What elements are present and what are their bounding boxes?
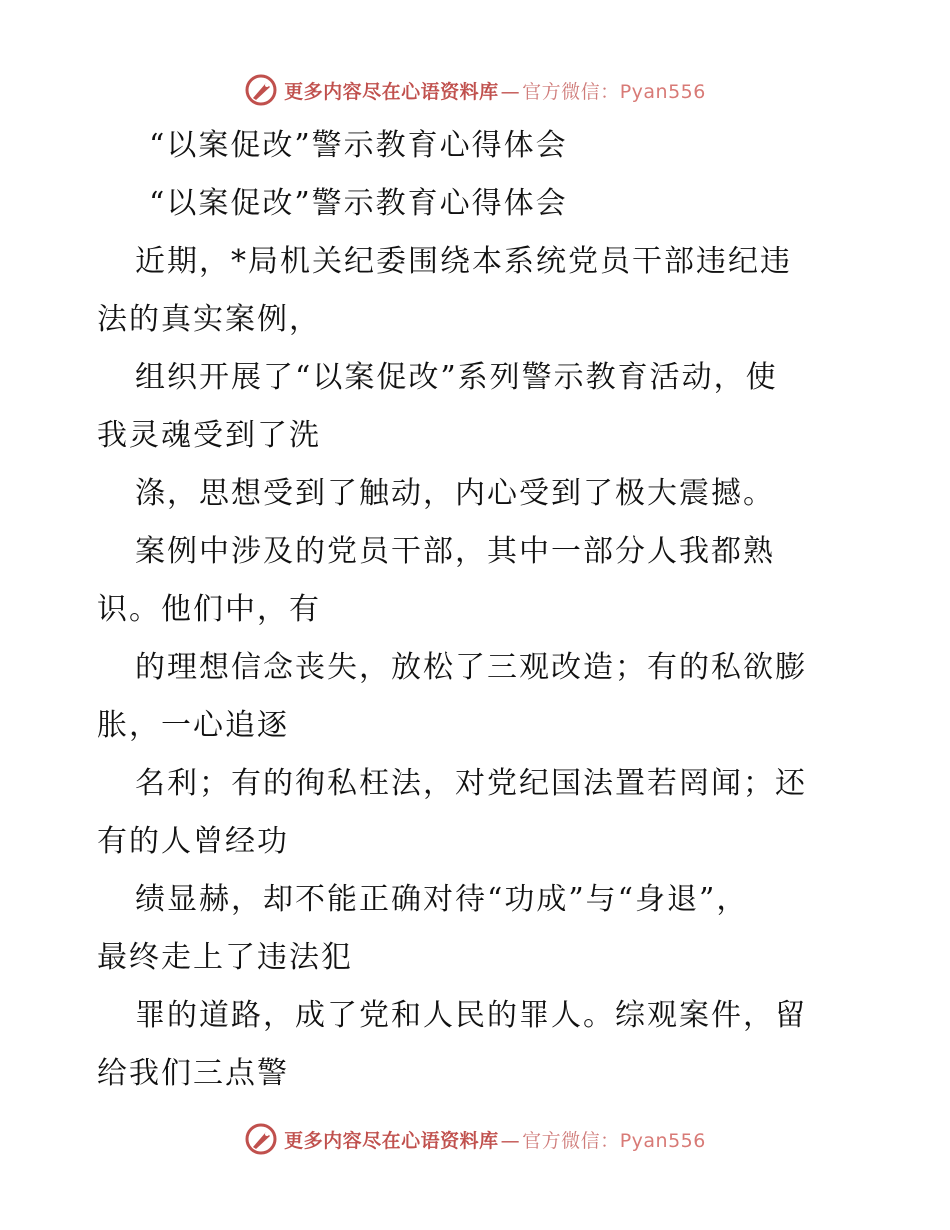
banner-brand: 更多内容尽在心语资料库 [284,1129,499,1152]
banner-official-label: 官方微信： [522,1129,620,1152]
paragraph-line: 最终走上了违法犯 [97,940,353,975]
banner-wechat-id: Pyan556 [619,1129,706,1152]
pen-nib-circle-icon [244,1122,278,1156]
banner-separator: — [500,80,521,103]
footer-banner [0,1119,950,1159]
paragraph-line: 组织开展了“以案促改”系列警示教育活动，使 [135,360,778,395]
paragraph-line: 法的真实案例， [97,302,321,337]
document-title-repeat: “以案促改”警示教育心得体会 [149,186,568,221]
paragraph-line: 案例中涉及的党员干部，其中一部分人我都熟 [135,534,775,569]
banner-brand: 更多内容尽在心语资料库 [284,80,499,103]
paragraph-line: 名利；有的徇私枉法，对党纪国法置若罔闻；还 [135,766,807,801]
banner-text [284,77,706,104]
paragraph-line: 给我们三点警 [97,1056,289,1091]
paragraph-line: 的理想信念丧失，放松了三观改造；有的私欲膨 [135,650,807,685]
paragraph-line: 涤，思想受到了触动，内心受到了极大震撼。 [135,476,775,511]
paragraph-line: 有的人曾经功 [97,824,289,859]
paragraph-line: 识。他们中，有 [97,592,321,627]
banner-official-label: 官方微信： [522,80,620,103]
paragraph-line: 近期，*局机关纪委围绕本系统党员干部违纪违 [135,244,792,279]
document-body [97,117,857,1103]
banner-separator: — [500,1129,521,1152]
paragraph-line: 胀，一心追逐 [97,708,289,743]
pen-nib-circle-icon [244,73,278,107]
document-title: “以案促改”警示教育心得体会 [149,128,568,163]
paragraph-line: 绩显赫，却不能正确对待“功成”与“身退”， [135,882,749,917]
banner-wechat-id: Pyan556 [619,80,706,103]
header-banner [0,70,950,110]
banner-text [284,1126,706,1153]
paragraph-line: 罪的道路，成了党和人民的罪人。综观案件，留 [135,998,807,1033]
paragraph-line: 我灵魂受到了洗 [97,418,321,453]
